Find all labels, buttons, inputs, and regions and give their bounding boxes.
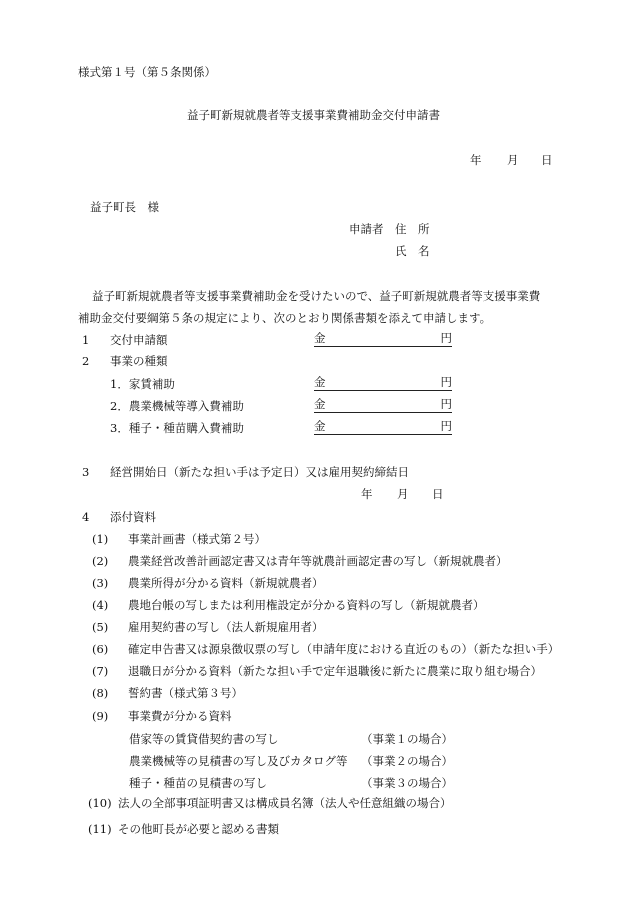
yen-label: 円 (440, 397, 452, 411)
kin-label: 金 (314, 331, 326, 345)
amount-field-kind-3[interactable] (314, 421, 452, 435)
sub-attachment-text: 借家等の賃貸借契約書の写し (129, 732, 279, 746)
attachment-number: (1) (92, 532, 109, 546)
attachment-number: (4) (92, 598, 109, 612)
yen-label: 円 (440, 331, 452, 345)
body-text-line-1: 益子町新規就農者等支援事業費補助金を受けたいので、益子町新規就農者等支援事業費 (92, 289, 541, 303)
applicant-address: 住 所 (395, 222, 430, 236)
form-label: 様式第１号（第５条関係） (78, 65, 216, 79)
kind-1-label: 1．家賃補助 (110, 377, 175, 391)
kin-label: 金 (314, 397, 326, 411)
attachment-item (92, 600, 485, 612)
attachment-text: 事業計画書（様式第２号） (128, 532, 266, 546)
amount-field-kind-2[interactable] (314, 399, 452, 413)
attachment-text: 事業費が分かる資料 (128, 709, 232, 723)
attachment-text: 農地台帳の写しまたは利用権設定が分かる資料の写し（新規就農者） (128, 598, 485, 612)
attachment-text: 雇用契約書の写し（法人新規雇用者） (128, 620, 324, 634)
attachment-text: 退職日が分かる資料（新たな担い手で定年退職後に新たに農業に取り組む場合） (128, 664, 542, 678)
attachment-number: (3) (92, 576, 109, 590)
sub-attachment-text: 農業機械等の見積書の写し及びカタログ等 (129, 754, 348, 768)
item-2 (82, 356, 168, 368)
item-4-label: 添付資料 (110, 510, 156, 524)
item-3 (82, 467, 409, 479)
sub-attachment-case: （事業３の場合） (361, 776, 453, 790)
attachment-text: 誓約書（様式第３号） (128, 686, 243, 700)
kind-3-label: 3．種子・種苗購入費補助 (110, 421, 244, 435)
amount-field-kind-1[interactable] (314, 377, 452, 391)
attachment-item (92, 622, 324, 634)
item-3-year: 年 (361, 487, 373, 501)
date-month: 月 (507, 153, 519, 167)
attachment-number: (9) (92, 709, 109, 723)
attachment-item-11 (88, 824, 279, 836)
item-1-label: 交付申請額 (110, 333, 168, 347)
attachment-item (92, 556, 508, 568)
attachment-text: その他町長が必要と認める書類 (118, 822, 279, 836)
attachment-item-10 (88, 798, 452, 810)
date-year: 年 (470, 153, 482, 167)
attachment-number: (7) (92, 664, 109, 678)
yen-label: 円 (440, 375, 452, 389)
attachment-number: (2) (92, 554, 109, 568)
attachment-text: 確定申告書又は源泉徴収票の写し（申請年度における直近のもの）（新たな担い手） (128, 642, 560, 656)
attachment-item (92, 711, 232, 723)
item-4-number: 4 (82, 510, 90, 524)
addressee: 益子町長 様 (90, 200, 159, 214)
sub-attachment-case: （事業２の場合） (361, 754, 453, 768)
yen-label: 円 (440, 419, 452, 433)
item-3-day: 日 (432, 487, 444, 501)
attachment-text: 農業所得が分かる資料（新規就農者） (128, 576, 324, 590)
body-text-line-2: 補助金交付要綱第５条の規定により、次のとおり関係書類を添えて申請します。 (78, 311, 492, 325)
attachment-item (92, 578, 324, 590)
item-1 (82, 335, 168, 347)
sub-attachment-text: 種子・種苗の見積書の写し (129, 776, 267, 790)
applicant-label: 申請者 (349, 222, 384, 236)
item-4 (82, 512, 156, 524)
attachment-text: 法人の全部事項証明書又は構成員名簿（法人や任意組織の場合） (118, 796, 452, 810)
item-1-number: 1 (82, 333, 90, 347)
item-2-label: 事業の種類 (110, 354, 168, 368)
attachment-number: (10) (88, 796, 112, 810)
document-title: 益子町新規就農者等支援事業費補助金交付申請書 (187, 108, 440, 122)
attachment-number: (11) (88, 822, 112, 836)
kind-2-label: 2．農業機械等導入費補助 (110, 399, 244, 413)
attachment-item (92, 666, 542, 678)
item-2-number: 2 (82, 354, 90, 368)
attachment-number: (6) (92, 642, 109, 656)
date-day: 日 (541, 153, 553, 167)
sub-attachment-case: （事業１の場合） (361, 732, 453, 746)
item-3-label: 経営開始日（新たな担い手は予定日）又は雇用契約締結日 (110, 465, 409, 479)
kin-label: 金 (314, 419, 326, 433)
attachment-number: (8) (92, 686, 109, 700)
kin-label: 金 (314, 375, 326, 389)
attachment-text: 農業経営改善計画認定書又は青年等就農計画認定書の写し（新規就農者） (128, 554, 508, 568)
applicant-name: 氏 名 (395, 244, 430, 258)
attachment-item (92, 644, 559, 656)
attachment-item (92, 534, 266, 546)
attachment-item (92, 688, 243, 700)
attachment-number: (5) (92, 620, 109, 634)
item-3-number: 3 (82, 465, 90, 479)
item-3-month: 月 (397, 487, 409, 501)
amount-field-total[interactable] (314, 333, 452, 347)
